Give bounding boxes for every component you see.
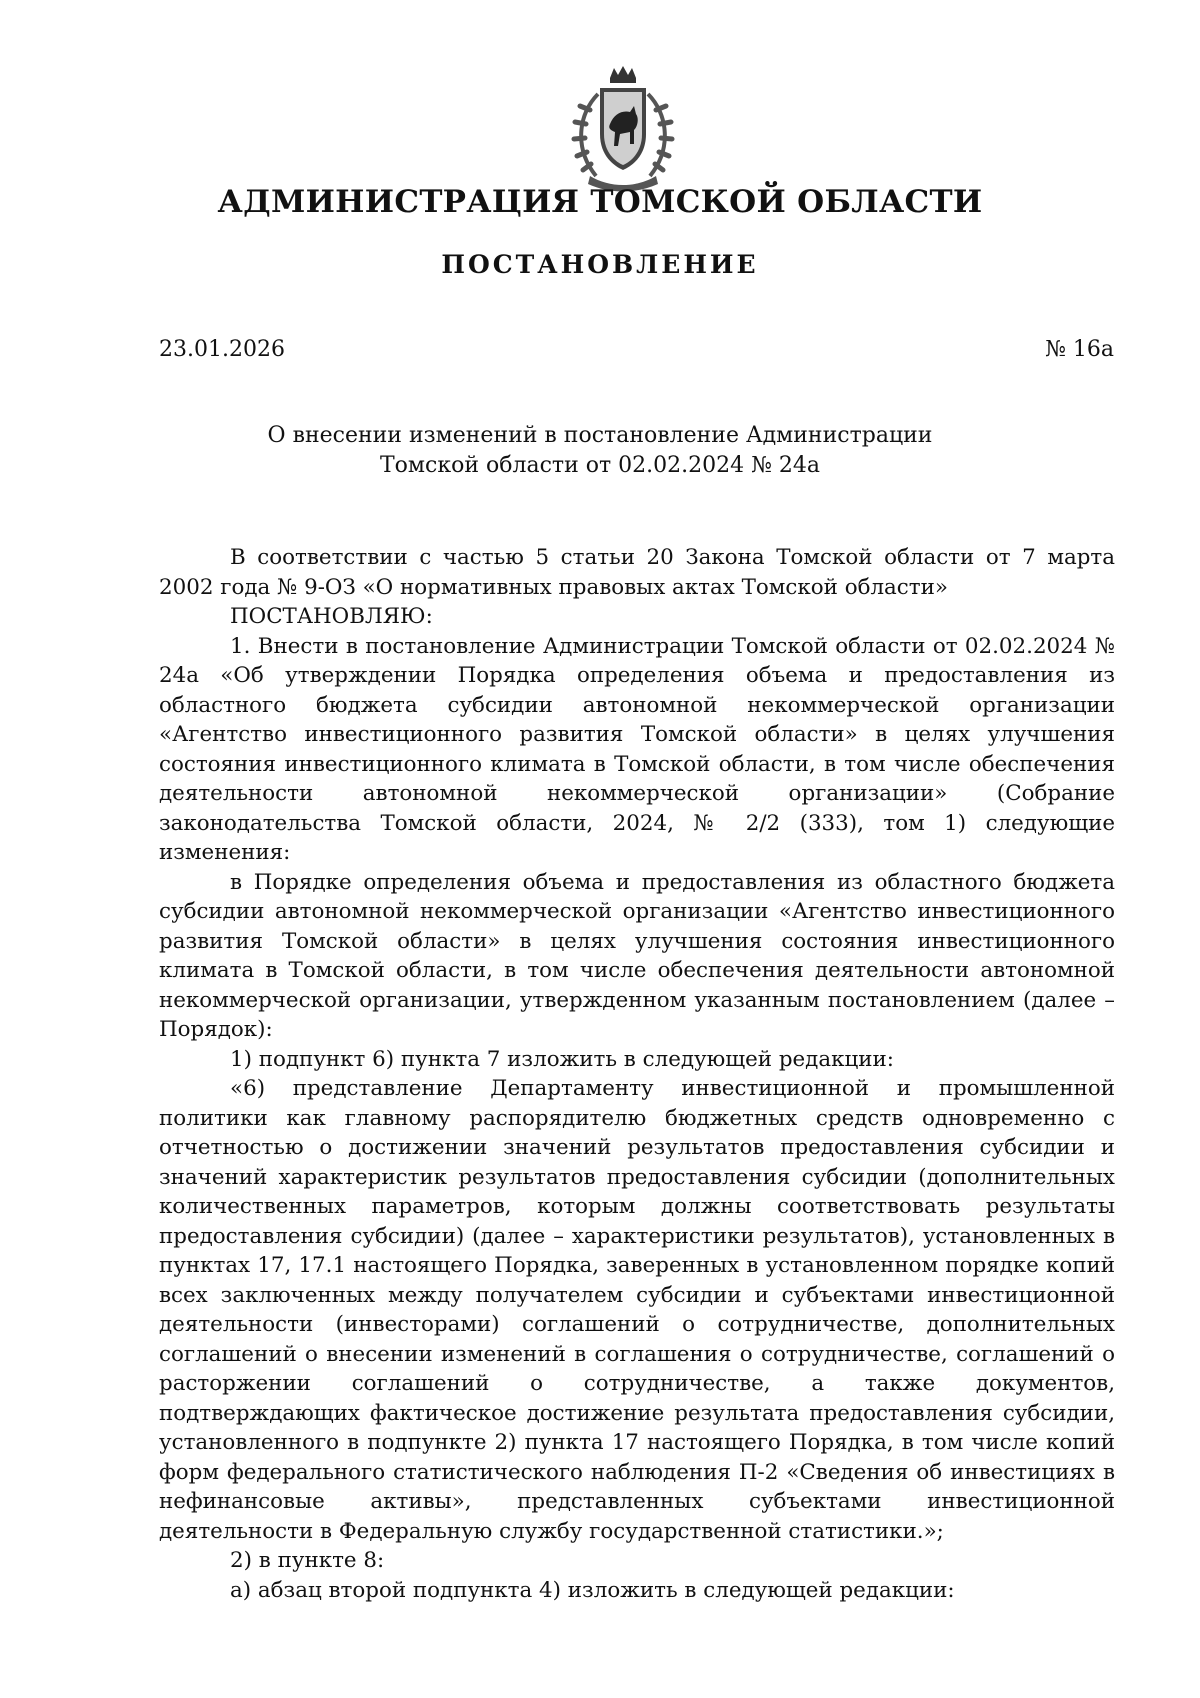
document-type: ПОСТАНОВЛЕНИЕ — [441, 250, 759, 279]
body-paragraph: 1) подпункт 6) пункта 7 изложить в следующей редакции: — [230, 1046, 894, 1072]
body-paragraph: ПОСТАНОВЛЯЮ: — [230, 604, 433, 629]
body-paragraph: а) абзац второй подпункта 4) изложить в следующей редакции: — [230, 1577, 955, 1603]
body-paragraph: в Порядке определения объема и предоставления из областного бюджета субсидии автономной некоммерческой организации «Агентство инвестиционного развития Томской области» в целях улучшения состояния инвестиционного климата в Томской области, в том числе обеспечения деятельности автономной некоммерческой организации, утвержденном указанным постановлением (далее – Порядок): — [159, 869, 1115, 1042]
document-subject — [0, 421, 1200, 481]
body-paragraph: В соответствии с частью 5 статьи 20 Закона Томской области от 7 марта 2002 года № 9-ОЗ «О нормативных правовых актах Томской области» — [159, 545, 1115, 600]
organization-title: АДМИНИСТРАЦИЯ ТОМСКОЙ ОБЛАСТИ — [217, 184, 983, 220]
body-paragraph: 2) в пункте 8: — [230, 1548, 385, 1573]
document-body — [159, 543, 1115, 1605]
subject-line-1: О внесении изменений в постановление Администрации — [267, 423, 933, 448]
coat-of-arms-icon — [560, 64, 686, 194]
document-date: 23.01.2026 — [159, 337, 285, 362]
subject-line-2: Томской области от 02.02.2024 № 24а — [379, 453, 821, 478]
document-number: № 16а — [1045, 337, 1114, 362]
body-paragraph: «6) представление Департаменту инвестиционной и промышленной политики как главному распорядителю бюджетных средств одновременно с отчетностью о достижении значений результатов предоставления субсидии и значений характеристик результатов предоставления субсидии (дополнительных количественных параметров, которым должны соответствовать результаты предоставления субсидии) (далее – характеристики результатов), установленных в пунктах 17, 17.1 настоящего Порядка, заверенных в установленном порядке копий всех заключенных между получателем субсидии и субъектами инвестиционной деятельности (инвесторами) соглашений о сотрудничестве, дополнительных соглашений о внесении изменений в соглашения о сотрудничестве, соглашений о расторжении соглашений о сотрудничестве, а также документов, подтверждающих фактическое достижение результата предоставления субсидии, установленного в подпункте 2) пункта 17 настоящего Порядка, в том числе копий форм федерального статистического наблюдения П-2 «Сведения об инвестициях в нефинансовые активы», представленных субъектами инвестиционной деятельности в Федеральную службу государственной статистики.»; — [159, 1076, 1115, 1544]
body-paragraph: 1. Внести в постановление Администрации Томской области от 02.02.2024 № 24а «Об утверждении Порядка определения объема и предоставления из областного бюджета субсидии автономной некоммерческой организации «Агентство инвестиционного развития Томской области» в целях улучшения состояния инвестиционного климата в Томской области, в том числе обеспечения деятельности автономной некоммерческой организации» (Собрание законодательства Томской области, 2024, № 2/2 (333), том 1) следующие изменения: — [159, 633, 1115, 865]
